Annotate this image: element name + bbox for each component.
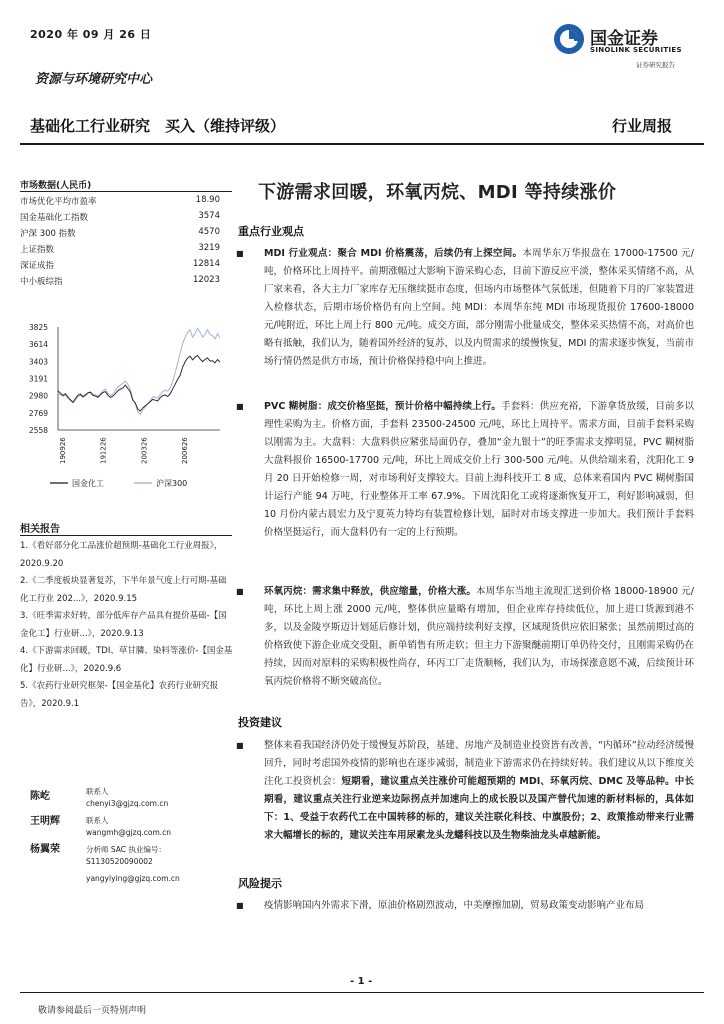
y-tick-label: 3191	[28, 374, 48, 384]
x-tick-label: 200326	[140, 437, 149, 464]
bullet-icon: ■	[236, 901, 244, 910]
logo-subtitle: 证券研究报告	[636, 61, 675, 69]
related-report-item[interactable]: 2.《二季度板块显著复苏，下半年景气度上行可期-基础化工行业 202...》，2020.9.15	[20, 576, 227, 604]
paragraph-risk: ■ 疫情影响国内外需求下滑，原油价格剧烈波动，中美摩擦加剧，贸易政策变动影响产业布局	[236, 897, 694, 915]
x-tick-label: 190926	[59, 437, 67, 464]
paragraph-investment: ■ 整体来看我国经济仍处于缓慢复苏阶段，基建、房地产及制造业投资皆有改善，“内循环”拉动经济缓慢回升，同时考虑国外疫情的影响也在逐步减弱，制造业下游需求仍在持续好转。我们建议从以下维度关注化工投资机会：短期看，建议重点关注涨价可能超预期的 MDI、环氧丙烷、DMC 及等品种。中长期看，建议重点关注行业逆来边际拐点并加速向上的成长股以及国产替代加速的新材料标的，具体如下：1、受益于农药代工在中国转移的标的，建议关注联化科技、中旗股份；2、政策推动带来行业需求大幅增长的标的，建议关注车用尿素龙头龙蟠科技以及生物柴油龙头卓越新能。	[236, 737, 694, 845]
research-center: 资源与环境研究中心	[35, 72, 153, 87]
market-row: 沪深 300 指数 4570	[20, 227, 220, 239]
index-line-chart	[20, 315, 232, 500]
series-line-2	[58, 328, 220, 414]
paragraph-mdi: ■ MDI 行业观点：聚合 MDI 价格震荡，后续仍有上探空间。本周华东万华报盘在 17000-17500 元/吨，价格环比上周持平。前期涨幅过大影响下游采购心态，目前下游反应平淡，整体采买情绪不高，从厂家来看，各大主力厂家库存无压继续挺市态度，但场内市场整体气氛低迷，但随着下月的厂家装置进入检修状态，后期市场价格仍有向上空间。纯 MDI：本周华东纯 MDI 市场现货报价 17600-18000 元/吨附近，环比上周上行 800 元/吨。成交方面，部分刚需小批量成交，整体采买热情不高，对高价也略有抵触，我们认为，随着国外经济的复苏，以及内贸需求的缓慢恢复，MDI 的需求逐步恢复，当前市场行情仍然是供方市场，预计价格保持稳中向上推进。	[236, 245, 694, 371]
section-heading-investment: 投资建议	[238, 716, 282, 729]
company-logo	[552, 22, 702, 68]
y-tick-label: 3403	[28, 357, 48, 367]
report-category: 行业周报	[612, 117, 673, 135]
analyst-contact: 联系人 chenyi3@gjzq.com.cn	[86, 787, 169, 808]
y-tick-label: 3825	[28, 323, 48, 332]
logo-mark-icon	[552, 22, 586, 56]
x-tick-label: 191226	[99, 437, 108, 464]
section-heading-risk: 风险提示	[238, 877, 282, 890]
market-data-title: 市场数据(人民币)	[20, 181, 92, 191]
legend-label-2: 沪深300	[156, 479, 188, 488]
analyst-name: 王明辉	[30, 816, 60, 827]
header-divider	[20, 143, 704, 145]
market-row: 市场优化平均市盈率 18.90	[20, 195, 220, 207]
footer-divider	[20, 992, 704, 993]
section-heading-key-views: 重点行业观点	[238, 225, 304, 238]
bullet-icon: ■	[236, 402, 244, 411]
report-date: 2020 年 09 月 26 日	[30, 28, 152, 41]
analyst-name: 陈屹	[30, 791, 50, 802]
y-tick-label: 3614	[28, 340, 48, 350]
market-row: 中小板综指 12023	[20, 275, 220, 287]
series-line-1	[58, 356, 220, 412]
logo-english-name: SINOLINK SECURITIES	[590, 46, 682, 54]
logo-name: 国金证券	[590, 29, 658, 49]
x-tick-label: 200626	[181, 437, 189, 464]
paragraph-propylene-oxide: ■ 环氧丙烷：需求集中释放，供应缩量，价格大涨。本周华东当地主流现汇送到价格 18000-18900 元/吨，环比上周上涨 2000 元/吨，整体供应量略有增加，但企业库存持续低位，加上进口货源到港不多，以及金陵亨斯迈计划延后修计划，供应端持续利好支撑，区域现货供应依旧紧张；虽然前期过高的价格致使下游企业成交受阻，新单销售有所走软；但主力下游聚醚前期订单仍待交付，且刚需采购仍在持续，因而对原料的采购积极性尚存，环丙工厂走货顺畅，我们认为，市场探涨意愿不减，后续预计环氧丙烷价格将不断突破高位。	[236, 583, 694, 691]
market-data-divider	[20, 191, 232, 192]
analyst-name: 杨翼荣	[30, 844, 60, 855]
related-report-item[interactable]: 4.《下游需求回暖，TDI、草甘膦、染料等涨价-【国金基化】行业研...》，2020.9.6	[20, 646, 233, 674]
paragraph-pvc: ■ PVC 糊树脂：成交价格坚挺，预计价格中幅持续上行。手套料：供应充裕，下游拿货放缓，目前多以理性采购为主。价格方面，手套料 23500-24500 元/吨，环比上周持平。需求方面，目前手套料采购以刚需为主。大盘料：大盘料供应紧张局面仍存，叠加“金九银十”的旺季需求支撑明显，PVC 糊树脂大盘料报价 16500-17700 元/吨，环比上周成交价上行 300-500 元/吨。从供给端来看，沈阳化工 9 月 20 日开始检修一周，对市场利好支撑较大。目前上海科技开工 8 成，总体来看国内 PVC 糊树脂国计运行产能 94 万吨，行业整体开工率 67.9%。下周沈阳化工或将逐渐恢复开工，利好影响减弱，但 10 月份内蒙古晨宏力及宁夏英力特均有装置检修计划，届时对市场支撑进一步加大。我们预计手套料价格坚挺运行，而大盘料仍有一定的上行预期。	[236, 398, 694, 542]
related-report-item[interactable]: 3.《旺季需求好转，部分低库存产品具有提价基础-【国金化工】行业研...》，2020.9.13	[20, 611, 227, 639]
market-row: 国金基础化工指数 3574	[20, 211, 220, 223]
related-report-item[interactable]: 5.《农药行业研究框架-【国金基化】农药行业研究报告》，2020.9.1	[20, 681, 219, 709]
related-reports-divider	[20, 535, 232, 536]
legend-label-1: 国金化工	[72, 479, 104, 488]
bullet-icon: ■	[236, 587, 244, 596]
bullet-icon: ■	[236, 249, 244, 258]
footer-disclaimer: 敬请参阅最后一页特别声明	[38, 1006, 147, 1016]
related-reports-title: 相关报告	[20, 524, 60, 535]
page-number: - 1 -	[350, 976, 373, 987]
report-type: 基础化工行业研究 买入（维持评级）	[30, 117, 286, 135]
bullet-icon: ■	[236, 741, 244, 750]
y-tick-label: 2980	[28, 391, 48, 401]
related-report-item[interactable]: 1.《看好部分化工品涨价超预期-基础化工行业周报》，2020.9.20	[20, 541, 223, 569]
market-row: 深证成指 12814	[20, 259, 220, 271]
y-tick-label: 2769	[28, 408, 48, 418]
analyst-contact: 分析师 SAC 执业编号： S1130520090002 yangyiying@gjzq.com.cn	[86, 845, 180, 883]
market-row: 上证指数 3219	[20, 243, 220, 255]
report-headline: 下游需求回暖，环氧丙烷、MDI 等持续涨价	[258, 182, 617, 203]
y-tick-label: 2558	[28, 426, 48, 435]
analyst-contact: 联系人 wangmh@gjzq.com.cn	[86, 816, 172, 837]
